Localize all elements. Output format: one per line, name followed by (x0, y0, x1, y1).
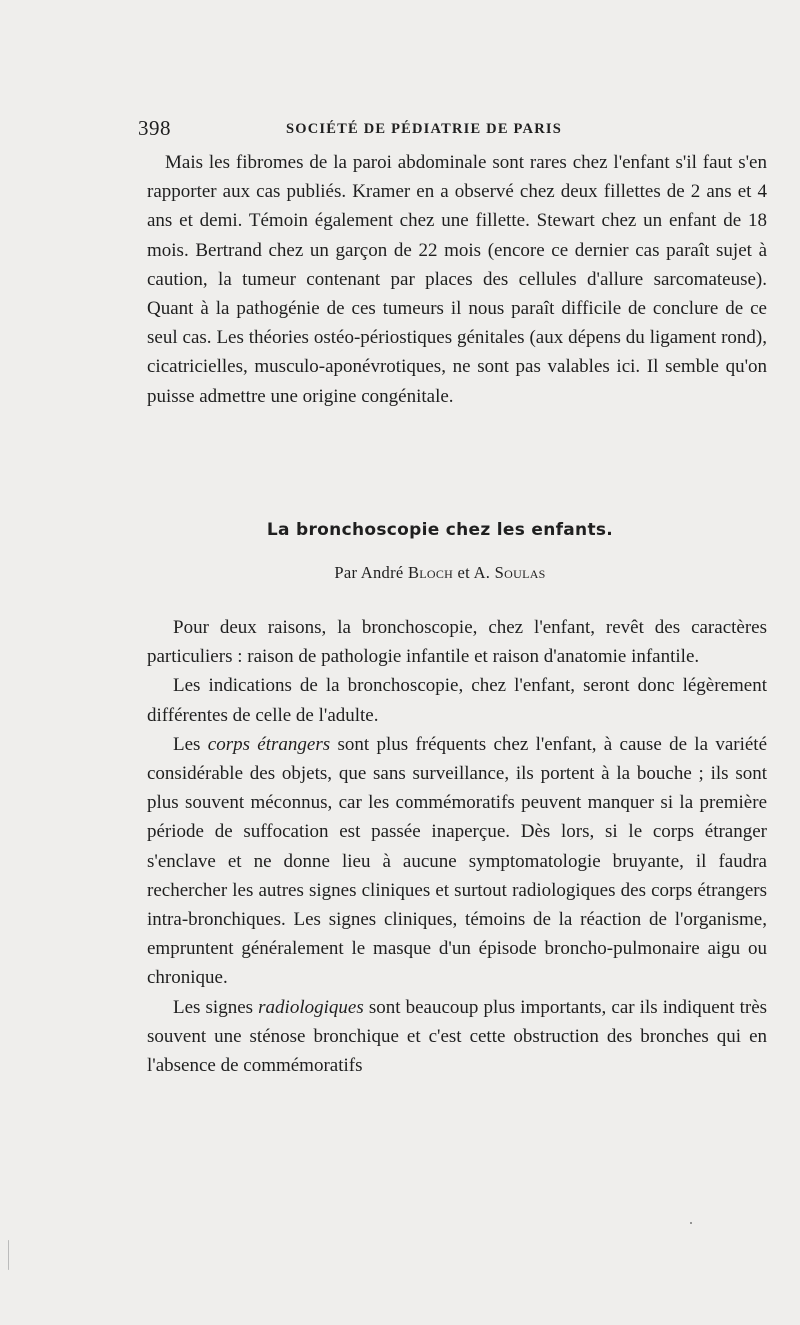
page-header (138, 116, 738, 144)
paragraph-lead: Les (173, 733, 201, 755)
emphasis-text: radiologiques (258, 996, 364, 1018)
paragraph-rest: sont beaucoup plus importants, car ils indiquent très souvent une sténose bronchique et c'est cette obstruction des bronches qui en l'absence de commémoratifs (147, 996, 768, 1077)
paragraph: Pour deux raisons, la bronchoscopie, chez l'enfant, revêt des caractères particuliers : raison de pathologie infantile et raison d'anatomie infantile. (147, 617, 767, 668)
paragraph-lead: Les signes (173, 996, 254, 1018)
emphasis-text: corps étrangers (207, 733, 331, 755)
article-body (147, 613, 767, 1080)
paragraph: Mais les fibromes de la paroi abdominale sont rares chez l'enfant s'il faut s'en rapporter aux cas publiés. Kramer en a observé chez deux fillettes de 2 ans et 4 ans et demi. Témoin également chez une fillette. Stewart chez un enfant de 18 mois. Bertrand chez un garçon de 22 mois (encore ce dernier cas paraît sujet à caution, la tumeur contenant par places des cellules d'allure sarcomateuse). Quant à la pathogénie de ces tumeurs il nous paraît difficile de conclure de ce seul cas. Les théories ostéo-périostiques génitales (aux dépens du ligament rond), cicatricielles, musculo-aponévrotiques, ne sont pas valables ici. Il semble qu'on puisse admettre une origine congénitale. (147, 152, 767, 407)
byline-prefix: Par André (334, 563, 404, 582)
running-title: SOCIÉTÉ DE PÉDIATRIE DE PARIS (286, 121, 562, 137)
author-name: Soulas (494, 563, 546, 582)
byline-joiner: et A. (457, 563, 491, 582)
paragraph (147, 730, 767, 993)
paragraph (147, 993, 767, 1081)
page-number: 398 (138, 116, 171, 140)
paragraph-rest: sont plus fréquents chez l'enfant, à cause de la variété considérable des objets, que sans surveillance, ils portent à la bouche ; ils sont plus souvent méconnus, car les commémoratifs peuvent manquer si la première période de suffocation est passée inaperçue. Dès lors, si le corps étranger s'enclave et ne donne lieu à aucune symptomatologie bruyante, il faudra rechercher les autres signes cliniques et surtout radiologiques des corps étrangers intra-bronchiques. Les signes cliniques, témoins de la réaction de l'organisme, empruntent généralement le masque d'un épisode broncho-pulmonaire aigu ou chronique. (147, 733, 768, 989)
author-name: Bloch (407, 563, 454, 582)
article-byline (0, 563, 800, 583)
article-title: La bronchoscopie chez les enfants. (266, 520, 614, 540)
paper-speck (690, 1222, 692, 1224)
page-edge-mark (8, 1240, 9, 1270)
paragraph: Les indications de la bronchoscopie, chez l'enfant, seront donc légèrement différentes de celle de l'adulte. (147, 675, 767, 726)
text-block-top (147, 148, 767, 411)
